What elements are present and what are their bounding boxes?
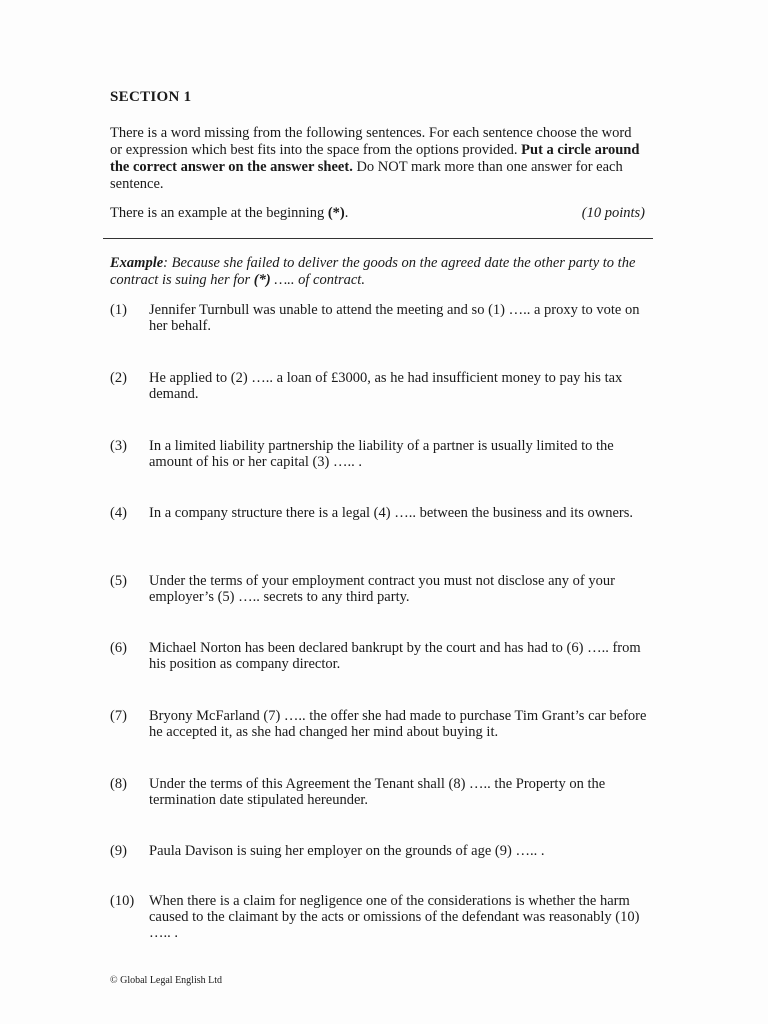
instructions-text-1: There is a word missing from the following sentences. For each sentence choose the word or expression which best fits into the space from the options provided. [110, 125, 632, 158]
question-number: (10) [110, 893, 135, 909]
question-item [110, 893, 650, 941]
question-item [110, 640, 650, 672]
instructions-bold-text: Put a circle around the correct answer on the answer sheet. [110, 142, 640, 175]
question-text: Under the terms of your employment contract you must not disclose any of your employer’s (5) ….. secrets to any third party. [149, 573, 615, 605]
question-text: In a company structure there is a legal (4) ….. between the business and its owners. [149, 505, 633, 521]
question-text: Paula Davison is suing her employer on the grounds of age (9) ….. . [149, 843, 545, 859]
question-number: (9) [110, 843, 127, 859]
question-number: (7) [110, 708, 127, 724]
question-number: (2) [110, 370, 127, 386]
example-intro-line [110, 205, 645, 222]
question-text: Jennifer Turnbull was unable to attend the meeting and so (1) ….. a proxy to vote on her behalf. [149, 302, 640, 334]
question-text: Under the terms of this Agreement the Tenant shall (8) ….. the Property on the termination date stipulated hereunder. [149, 776, 606, 808]
question-number: (8) [110, 776, 127, 792]
question-text: In a limited liability partnership the liability of a partner is usually limited to the amount of his or her capital (3) ….. . [149, 438, 614, 470]
example-intro-marker: (*) [327, 205, 345, 221]
question-item [110, 708, 650, 740]
question-number: (5) [110, 573, 127, 589]
example-sentence [110, 255, 645, 289]
question-item [110, 505, 650, 521]
question-text: When there is a claim for negligence one of the considerations is whether the harm caused to the claimant by the acts or omissions of the defendant was reasonably (10) ….. . [149, 893, 640, 941]
question-number: (3) [110, 438, 127, 454]
divider-rule [103, 238, 653, 239]
example-text-a: : Because she failed to deliver the goods on the agreed date the other party to the contract is suing her for [110, 255, 636, 288]
question-number: (4) [110, 505, 127, 521]
question-item [110, 573, 650, 605]
copyright-footer: © Global Legal English Ltd [110, 975, 223, 986]
question-number: (1) [110, 302, 127, 318]
example-marker: (*) [253, 272, 271, 288]
question-number: (6) [110, 640, 127, 656]
example-text-b: ….. of contract. [270, 272, 365, 288]
instructions-paragraph [110, 125, 640, 193]
question-item [110, 438, 650, 470]
question-text: He applied to (2) ….. a loan of £3000, as he had insufficient money to pay his tax demand. [149, 370, 623, 402]
instructions-text-2: Do NOT mark more than one answer for each sentence. [110, 159, 623, 192]
points-label: (10 points) [581, 205, 645, 221]
question-item [110, 302, 650, 334]
example-label: Example [110, 255, 164, 271]
example-intro-text: There is an example at the beginning [110, 205, 328, 221]
question-item [110, 843, 650, 859]
question-text: Bryony McFarland (7) ….. the offer she had made to purchase Tim Grant’s car before he accepted it, as she had changed her mind about buying it. [149, 708, 647, 740]
question-text: Michael Norton has been declared bankrupt by the court and has had to (6) ….. from his position as company director. [149, 640, 641, 672]
example-intro-end: . [344, 205, 349, 221]
section-title: SECTION 1 [110, 89, 192, 105]
question-item [110, 776, 650, 808]
question-item [110, 370, 650, 402]
